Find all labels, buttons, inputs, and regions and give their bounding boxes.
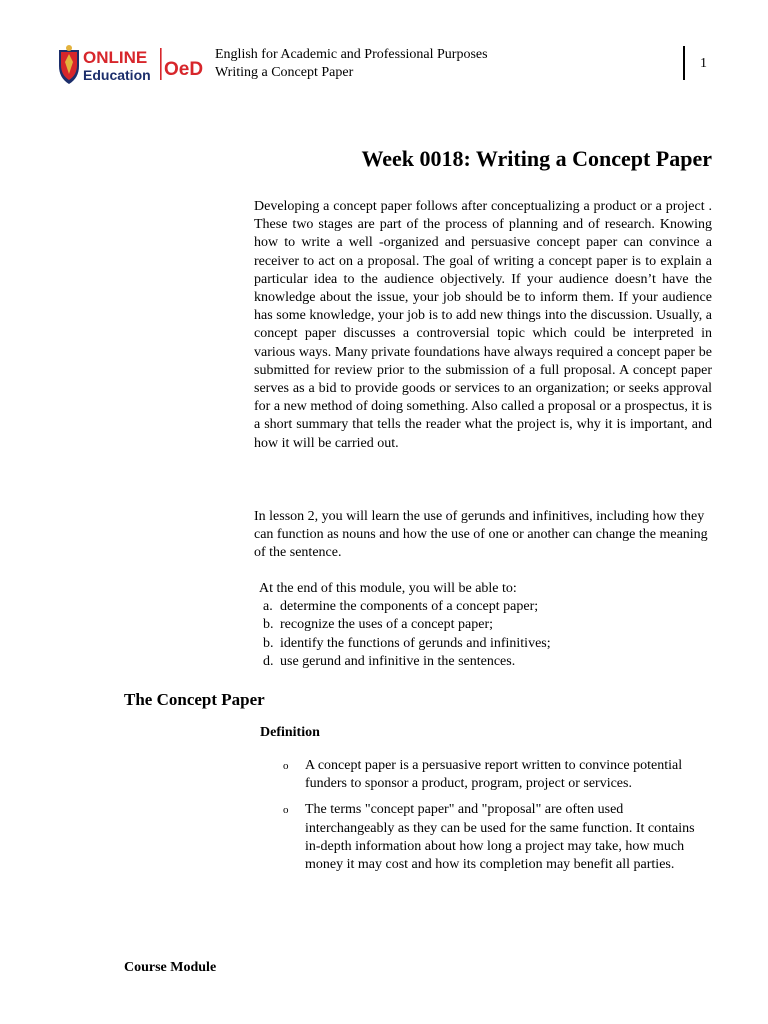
objective-item	[259, 598, 719, 616]
definition-item	[283, 801, 713, 874]
intro-paragraph: Developing a concept paper follows after conceptualizing a product or a project . These two stages are part of the process of planning and of research. Knowing how to write a well -organized and persuasive concept paper can convince a receiver to act on a proposal. The goal of writing a concept paper is to explain a particular idea to the audience objectively. If your audience doesn’t have the knowledge about the issue, your job should be to inform them. If your audience has some knowledge, your job is to add new things into the discussion. Usually, a concept paper discusses a controversial topic which could be interpreted in various ways. Many private foundations have always required a concept paper be submitted for review prior to the submission of a full proposal. A concept paper serves as a bid to provide goods or services to an organization; or seeks approval for a new method of doing something. Also called a proposal or a prospectus, it is a short summary that tells the reader what the project is, why it is important, and how it will be carried out.	[254, 199, 712, 451]
logo-online-text: ONLINE	[83, 48, 148, 67]
objective-text: recognize the uses of a concept paper;	[280, 617, 494, 633]
course-title: English for Academic and Professional Purposes	[215, 47, 488, 62]
page-title: Week 0018: Writing a Concept Paper	[361, 146, 712, 171]
objectives-list	[259, 598, 719, 671]
objective-marker: b.	[263, 617, 274, 633]
objective-text: identify the functions of gerunds and infinitives;	[280, 635, 551, 651]
learning-objectives	[259, 580, 719, 671]
page-footer: Course Module	[124, 960, 217, 975]
logo-education-text: Education	[83, 67, 151, 83]
objective-marker: d.	[263, 653, 274, 669]
definition-list	[283, 757, 713, 882]
definition-item	[283, 757, 713, 793]
objective-marker: a.	[263, 599, 273, 615]
objective-marker: b.	[263, 635, 274, 651]
definition-text: The terms "concept paper" and "proposal" are often used interchangeably as they can be used for the same function. It contains in-depth information about how long a project may take, how much money it may cost and how its completion may benefit all parties.	[305, 802, 695, 873]
objective-text: determine the components of a concept paper;	[280, 599, 539, 615]
page-number: 1	[700, 56, 707, 71]
objective-item	[259, 616, 719, 634]
logo	[57, 44, 209, 86]
logo-divider	[160, 48, 162, 80]
definition-text: A concept paper is a persuasive report written to convince potential funders to sponsor a product, program, project or services.	[305, 758, 683, 792]
objective-item	[259, 635, 719, 653]
sub-heading: Definition	[260, 725, 320, 740]
objective-item	[259, 653, 719, 671]
logo-oed-text: OeD	[164, 59, 204, 80]
bullet-marker: o	[283, 804, 289, 817]
crest-icon	[59, 45, 79, 84]
logo-graphic	[57, 44, 209, 86]
module-title: Writing a Concept Paper	[215, 65, 354, 80]
running-header	[215, 46, 488, 82]
header-divider	[683, 46, 685, 80]
bullet-marker: o	[283, 760, 289, 772]
objectives-intro: At the end of this module, you will be able to:	[259, 581, 517, 596]
lesson-paragraph: In lesson 2, you will learn the use of gerunds and infinitives, including how they can function as nouns and how the use of one or another can change the meaning of the sentence.	[254, 509, 708, 561]
section-heading: The Concept Paper	[124, 690, 265, 709]
objective-text: use gerund and infinitive in the sentences.	[280, 653, 516, 669]
